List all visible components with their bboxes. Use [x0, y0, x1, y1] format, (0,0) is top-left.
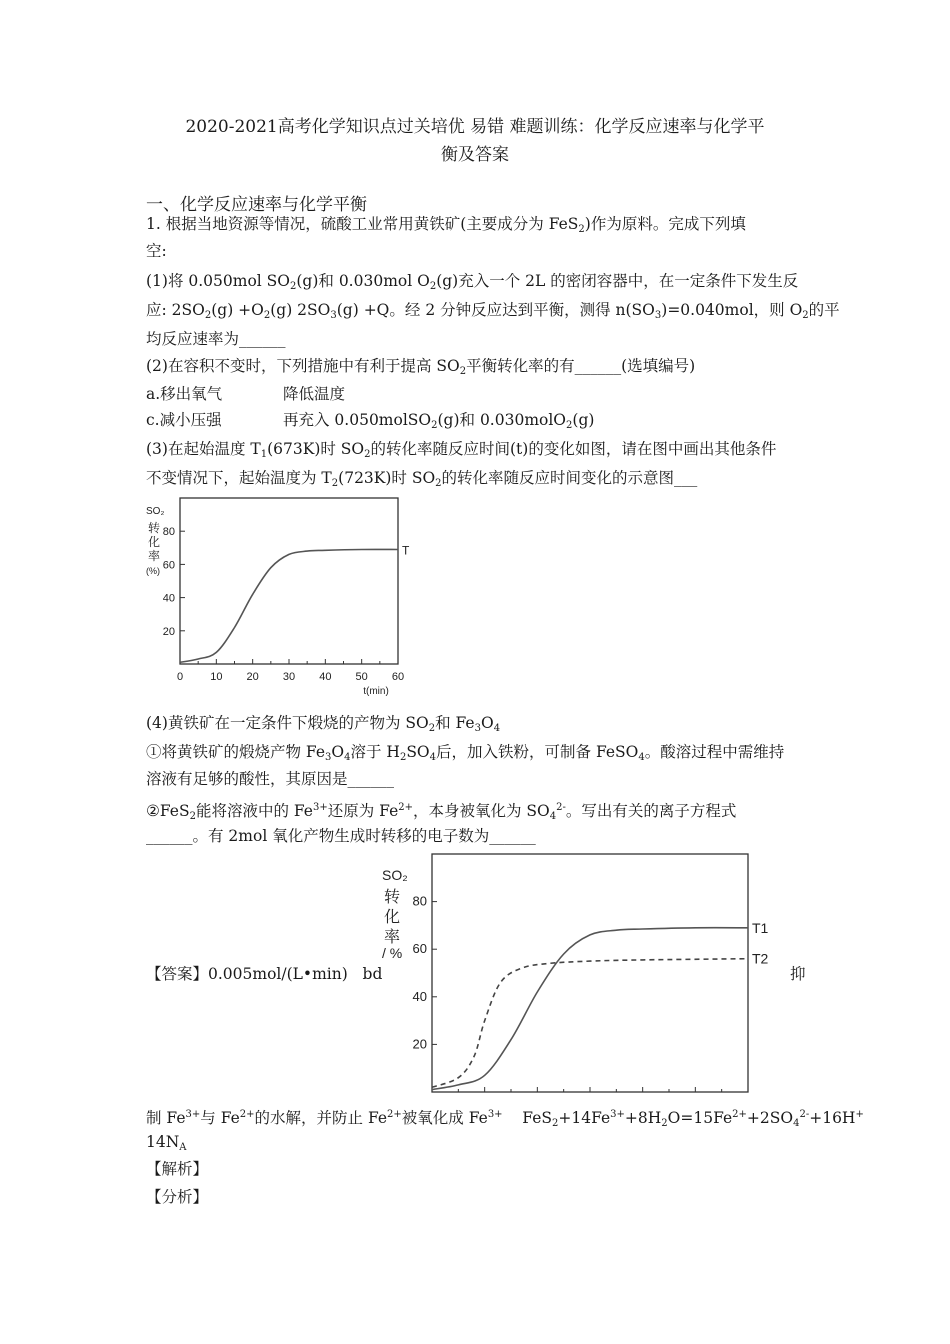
- y-axis-label-line3: 化: [148, 535, 161, 549]
- y-axis-label-line1: SO₂: [382, 867, 408, 883]
- conversion-chart-t1: [144, 492, 412, 704]
- part4-i-line2: 溶液有足够的酸性，其原因是______: [146, 770, 395, 788]
- part4-i-line1: ①将黄铁矿的煅烧产物 $Fe_3O_4$溶于 $H_2SO_4$后，加入铁粉，可制备 FeSO$_4$。酸溶过程中需维持: [146, 743, 785, 763]
- part1-line1: (1)将 0.050mol $SO_2(g)$和 0.030mol $O_2(g)$充入一个 2L 的密闭容器中，在一定条件下发生反: [146, 272, 799, 292]
- y-axis-label-line5: (%): [146, 566, 160, 576]
- x-axis-label: t(min): [363, 686, 389, 697]
- y-axis-label-line2: 转: [148, 521, 161, 535]
- y-tick-label: 60: [162, 559, 175, 572]
- option-c: c.减小压强: [146, 411, 222, 429]
- option-d: 再充入 0.050molSO$_2$(g)和 0.030molO$_2$(g): [283, 411, 595, 431]
- x-tick-label: 30: [282, 671, 296, 683]
- plot-frame: [180, 498, 398, 664]
- breakdown-heading: 【分析】: [146, 1188, 209, 1206]
- part1-line3: 均反应速率为______: [146, 330, 286, 348]
- analysis-heading: 【解析】: [146, 1160, 209, 1178]
- x-tick-label: 10: [210, 671, 223, 683]
- q1-intro-cont: 空:: [146, 242, 167, 260]
- y-axis-label-line5: / %: [382, 945, 403, 961]
- x-tick-label: 0: [176, 671, 184, 683]
- part4-intro: (4)黄铁矿在一定条件下煅烧的产物为 $SO_2$和 $Fe_3O_4$: [146, 714, 501, 734]
- series-label-t2: T2: [752, 950, 769, 967]
- page-title: 2020-2021高考化学知识点过关培优 易错 难题训练：化学反应速率与化学平 衡及答案: [185, 117, 765, 165]
- series-line-t: [180, 549, 398, 662]
- section-heading: 一、化学反应速率与化学平衡: [146, 195, 367, 215]
- y-tick-label: 80: [412, 893, 427, 909]
- y-axis-label-line4: 率: [148, 549, 161, 563]
- part4-ii-line1: ②FeS$_2$能将溶液中的 $Fe^{3+}$还原为 $Fe^{2+}$，本身被氧化为 $SO_4^{2-}$。写出有关的离子方程式: [146, 802, 737, 822]
- y-tick-label: 40: [412, 988, 427, 1004]
- part4-ii-line2: ______。有 2mol 氧化产物生成时转移的电子数为______: [146, 827, 536, 845]
- part2-question: (2)在容积不变时，下列措施中有利于提高 $SO_2$平衡转化率的有______(选填编号): [146, 357, 696, 377]
- part3-line1: (3)在起始温度 $T_1(673K)$时 $SO_2$的转化率随反应时间(t)的变化如图，请在图中画出其他条件: [146, 440, 777, 460]
- x-tick-label: 50: [355, 671, 368, 683]
- series-label-t1: T1: [752, 919, 769, 936]
- y-axis-label-line3: 化: [384, 909, 401, 926]
- y-tick-label: 40: [162, 592, 175, 605]
- series-label-t: T: [402, 543, 410, 558]
- y-axis-label-line1: SO₂: [146, 506, 165, 517]
- y-tick-label: 60: [412, 941, 427, 957]
- series-line-t2: [432, 959, 748, 1087]
- x-tick-label: 20: [246, 671, 259, 683]
- answer-line3: $14N_A$: [146, 1133, 187, 1153]
- q1-intro: 1. 根据当地资源等情况，硫酸工业常用黄铁矿(主要成分为 FeS$_2$)作为原料。完成下列填: [146, 215, 746, 235]
- x-tick-label: 40: [319, 671, 332, 683]
- y-tick-label: 20: [162, 625, 175, 638]
- y-tick-label: 80: [162, 526, 175, 539]
- conversion-chart-t1-t2: [378, 850, 774, 1096]
- x-tick-label: 60: [391, 671, 405, 683]
- y-axis-label-line4: 率: [384, 929, 401, 946]
- part1-line2: 应: $2SO_2(g) +O_2(g)$ $2SO_3(g) +Q$。经 2 分钟反应达到平衡，测得 $n(SO_3)=0.040mol$，则 $O_2$的平: [146, 301, 840, 321]
- answer-line2: 制 $Fe^{3+}$与 $Fe^{2+}$的水解，并防止 $Fe^{2+}$被氧化成 $Fe^{3+}$ $FeS_2+14Fe^{3+}+8H_2O=15Fe^{2+}+2SO_4^{2-}+16H^+$: [146, 1109, 864, 1129]
- y-tick-label: 20: [412, 1036, 427, 1052]
- option-a: a.移出氧气: [146, 385, 223, 403]
- part3-line2: 不变情况下，起始温度为 $T_2(723K)$时 $SO_2$的转化率随反应时间变化的示意图___: [146, 469, 698, 489]
- y-axis-label-line2: 转: [384, 889, 401, 906]
- answer-line1: 【答案】0.005mol/(L•min) bd: [146, 965, 383, 983]
- series-line-t1: [432, 928, 748, 1090]
- plot-frame: [432, 854, 748, 1092]
- answer-line1-end: 抑: [790, 965, 806, 983]
- option-b: 降低温度: [283, 385, 346, 403]
